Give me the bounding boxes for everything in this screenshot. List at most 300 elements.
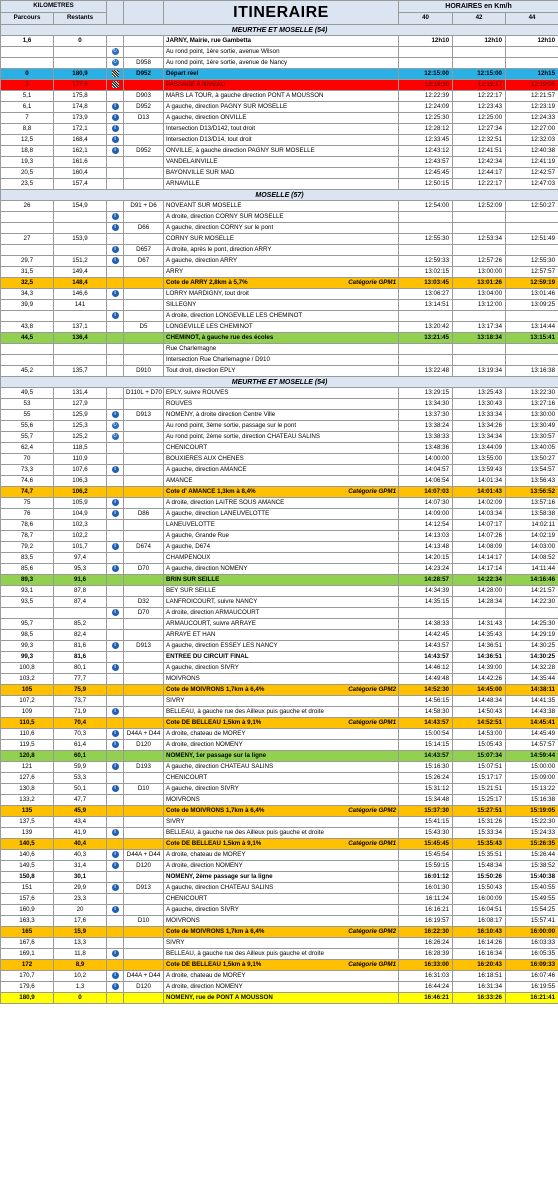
km-parcourus-cell bbox=[1, 47, 54, 58]
time-40-cell: 13:20:42 bbox=[399, 322, 453, 333]
km-parcourus-cell: 139 bbox=[1, 828, 54, 839]
icon-cell bbox=[107, 564, 124, 575]
km-restants-cell: 101,7 bbox=[54, 542, 107, 553]
level-crossing-icon bbox=[112, 81, 119, 88]
direction-text: JARNY, Mairie, rue Gambetta bbox=[166, 36, 251, 44]
time-44-cell bbox=[506, 344, 558, 355]
time-44-cell: 15:54:25 bbox=[506, 905, 558, 916]
time-42-cell: 12:32:51 bbox=[453, 135, 506, 146]
time-42-cell bbox=[453, 355, 506, 366]
itinerary-row bbox=[1, 894, 558, 905]
km-restants-cell bbox=[54, 212, 107, 223]
direction-sign-icon: i bbox=[112, 499, 119, 506]
direction-cell bbox=[164, 993, 399, 1004]
km-parcourus-cell: 99,3 bbox=[1, 652, 54, 663]
road-number-cell bbox=[124, 135, 164, 146]
time-40-cell: 12:25:30 bbox=[399, 113, 453, 124]
direction-text: A gauche, direction PAGNY SUR MOSELLE bbox=[166, 102, 288, 110]
icon-cell bbox=[107, 135, 124, 146]
direction-cell bbox=[164, 861, 399, 872]
roundabout-icon: ↻ bbox=[112, 433, 118, 440]
time-42-cell: 14:03:34 bbox=[453, 509, 506, 520]
time-44-cell bbox=[506, 212, 558, 223]
km-parcourus-cell: 74,6 bbox=[1, 476, 54, 487]
time-40-cell bbox=[399, 608, 453, 619]
km-parcourus-cell bbox=[1, 311, 54, 322]
itinerary-row bbox=[1, 344, 558, 355]
road-number-cell bbox=[124, 960, 164, 971]
km-restants-cell: 154,9 bbox=[54, 201, 107, 212]
itinerary-body bbox=[1, 25, 558, 1004]
direction-cell bbox=[164, 806, 399, 817]
icon-cell bbox=[107, 663, 124, 674]
time-42-cell: 12:15:00 bbox=[453, 69, 506, 80]
itinerary-row bbox=[1, 443, 558, 454]
direction-cell bbox=[164, 564, 399, 575]
road-number-cell: D44A + D44 bbox=[124, 729, 164, 740]
direction-cell bbox=[164, 894, 399, 905]
itinerary-row bbox=[1, 729, 558, 740]
km-restants-cell: 85,2 bbox=[54, 619, 107, 630]
km-restants-cell: 161,6 bbox=[54, 157, 107, 168]
direction-text: Rue Charlemagne bbox=[166, 344, 217, 352]
road-number-cell: D10 bbox=[124, 784, 164, 795]
direction-text: A droite, après le pont, direction ARRY bbox=[166, 245, 272, 253]
km-parcourus-cell: 73,3 bbox=[1, 465, 54, 476]
icon-cell bbox=[107, 685, 124, 696]
direction-cell bbox=[164, 905, 399, 916]
direction-text: CHENICOURT bbox=[166, 443, 208, 451]
direction-cell bbox=[164, 366, 399, 377]
itinerary-row bbox=[1, 201, 558, 212]
road-number-cell: D70 bbox=[124, 608, 164, 619]
km-parcourus-cell: 172 bbox=[1, 960, 54, 971]
time-42-cell: 12h10 bbox=[453, 36, 506, 47]
direction-cell bbox=[164, 630, 399, 641]
road-number-cell bbox=[124, 619, 164, 630]
direction-sign-icon: i bbox=[112, 147, 119, 154]
direction-text: A gauche, D674 bbox=[166, 542, 211, 550]
direction-cell bbox=[164, 982, 399, 993]
time-42-cell: 15:48:34 bbox=[453, 861, 506, 872]
km-restants-cell: 174,8 bbox=[54, 102, 107, 113]
itinerary-row bbox=[1, 256, 558, 267]
km-restants-cell: 20 bbox=[54, 905, 107, 916]
time-40-cell: 13:21:45 bbox=[399, 333, 453, 344]
km-restants-cell: 50,1 bbox=[54, 784, 107, 795]
time-44-cell bbox=[506, 245, 558, 256]
itinerary-row bbox=[1, 795, 558, 806]
icon-cell bbox=[107, 223, 124, 234]
time-40-cell: 12:15:00 bbox=[399, 69, 453, 80]
itinerary-row bbox=[1, 828, 558, 839]
time-44-cell: 14:45:41 bbox=[506, 718, 558, 729]
icon-cell bbox=[107, 520, 124, 531]
direction-sign-icon: i bbox=[112, 246, 119, 253]
time-44-cell: 15:22:30 bbox=[506, 817, 558, 828]
time-42-cell bbox=[453, 608, 506, 619]
time-42-cell: 15:31:26 bbox=[453, 817, 506, 828]
direction-text: CHENICOURT bbox=[166, 773, 208, 781]
time-44-cell: 13:27:16 bbox=[506, 399, 558, 410]
time-42-cell: 12:27:34 bbox=[453, 124, 506, 135]
direction-cell bbox=[164, 179, 399, 190]
km-restants-cell: 180,9 bbox=[54, 69, 107, 80]
direction-text: A gauche, direction LANEUVELOTTE bbox=[166, 509, 270, 517]
km-restants-cell: 81,6 bbox=[54, 652, 107, 663]
direction-text: Au rond point, 1ère sortie, avenue de Nancy bbox=[166, 58, 288, 66]
km-parcourus-cell: 23,5 bbox=[1, 179, 54, 190]
road-number-cell: D91 + D6 bbox=[124, 201, 164, 212]
direction-text: A droite, direction NOMENY bbox=[166, 982, 243, 990]
time-44-cell: 14:38:11 bbox=[506, 685, 558, 696]
direction-text: A gauche, direction AMANCE bbox=[166, 465, 247, 473]
icon-cell bbox=[107, 69, 124, 80]
time-44-cell bbox=[506, 608, 558, 619]
icon-cell bbox=[107, 355, 124, 366]
icon-cell bbox=[107, 883, 124, 894]
km-restants-cell: 41,9 bbox=[54, 828, 107, 839]
direction-cell bbox=[164, 498, 399, 509]
direction-text: Cote DE BELLEAU 1,5km à 9,1% bbox=[166, 839, 262, 847]
km-restants-cell: 30,1 bbox=[54, 872, 107, 883]
time-44-cell: 12:41:19 bbox=[506, 157, 558, 168]
km-restants-cell bbox=[54, 223, 107, 234]
direction-sign-icon: i bbox=[112, 664, 119, 671]
km-parcourus-cell: 110,6 bbox=[1, 729, 54, 740]
time-40-cell: 16:22:30 bbox=[399, 927, 453, 938]
km-restants-cell: 17,6 bbox=[54, 916, 107, 927]
road-number-cell bbox=[124, 652, 164, 663]
itinerary-row bbox=[1, 421, 558, 432]
time-40-cell: 16:16:21 bbox=[399, 905, 453, 916]
km-restants-cell: 135,7 bbox=[54, 366, 107, 377]
time-42-cell: 13:44:09 bbox=[453, 443, 506, 454]
time-42-cell: 12:19:17 bbox=[453, 80, 506, 91]
time-44-cell: 12:55:30 bbox=[506, 256, 558, 267]
direction-text: A gauche, direction SIVRY bbox=[166, 905, 239, 913]
itinerary-row bbox=[1, 608, 558, 619]
time-42-cell bbox=[453, 58, 506, 69]
direction-text: BRIN SUR SEILLE bbox=[166, 575, 220, 583]
km-parcourus-cell: 93,1 bbox=[1, 586, 54, 597]
time-42-cell: 12:44:17 bbox=[453, 168, 506, 179]
time-40-cell: 12h10 bbox=[399, 36, 453, 47]
direction-sign-icon: i bbox=[112, 290, 119, 297]
km-restants-cell: 53,3 bbox=[54, 773, 107, 784]
icon-cell bbox=[107, 311, 124, 322]
icon-cell bbox=[107, 619, 124, 630]
direction-cell bbox=[164, 278, 399, 289]
time-42-cell: 14:36:51 bbox=[453, 641, 506, 652]
time-42-cell: 15:07:34 bbox=[453, 751, 506, 762]
km-parcourus-cell: 180,9 bbox=[1, 993, 54, 1004]
km-restants-cell: 102,2 bbox=[54, 531, 107, 542]
direction-text: SIVRY bbox=[166, 696, 185, 704]
direction-sign-icon: i bbox=[112, 257, 119, 264]
itinerary-row bbox=[1, 960, 558, 971]
time-44-cell: 15:19:05 bbox=[506, 806, 558, 817]
direction-cell bbox=[164, 69, 399, 80]
icon-cell bbox=[107, 696, 124, 707]
time-42-cell: 14:28:00 bbox=[453, 586, 506, 597]
direction-cell bbox=[164, 410, 399, 421]
direction-text: ENTREE DU CIRCUIT FINAL bbox=[166, 652, 249, 660]
direction-text: Intersection D13/D14, tout droit bbox=[166, 135, 252, 143]
icon-cell bbox=[107, 113, 124, 124]
time-44-cell: 15:40:38 bbox=[506, 872, 558, 883]
direction-sign-icon: i bbox=[112, 983, 119, 990]
itinerary-row bbox=[1, 696, 558, 707]
time-42-cell: 14:52:51 bbox=[453, 718, 506, 729]
km-parcourus-cell: 0 bbox=[1, 69, 54, 80]
km-restants-cell: 168,4 bbox=[54, 135, 107, 146]
time-40-cell: 14:43:57 bbox=[399, 652, 453, 663]
time-44-cell: 13:14:44 bbox=[506, 322, 558, 333]
direction-cell bbox=[164, 465, 399, 476]
direction-text: Cote de MOIVRONS 1,7km à 6,4% bbox=[166, 685, 265, 693]
time-40-cell: 13:14:51 bbox=[399, 300, 453, 311]
km-parcourus-cell bbox=[1, 212, 54, 223]
time-44-cell: 14:08:52 bbox=[506, 553, 558, 564]
direction-text: A droite, direction ARMAUCOURT bbox=[166, 608, 260, 616]
direction-cell bbox=[164, 949, 399, 960]
road-number-cell: D120 bbox=[124, 740, 164, 751]
time-42-cell: 15:27:51 bbox=[453, 806, 506, 817]
direction-text: ARMAUCOURT, suivre ARRAYE bbox=[166, 619, 256, 627]
direction-text: AMANCE bbox=[166, 476, 193, 484]
time-44-cell: 12:27:00 bbox=[506, 124, 558, 135]
itinerary-row bbox=[1, 399, 558, 410]
time-42-cell: 13:55:00 bbox=[453, 454, 506, 465]
direction-text: BAYONVILLE SUR MAD bbox=[166, 168, 235, 176]
itinerary-row bbox=[1, 883, 558, 894]
icon-cell bbox=[107, 179, 124, 190]
icon-cell bbox=[107, 641, 124, 652]
road-number-cell bbox=[124, 938, 164, 949]
time-40-cell bbox=[399, 344, 453, 355]
direction-text: CHEMINOT, à gauche rue des écoles bbox=[166, 333, 274, 341]
direction-text: A gauche, direction SIVRY bbox=[166, 663, 239, 671]
direction-text: SILLEGNY bbox=[166, 300, 197, 308]
direction-cell bbox=[164, 300, 399, 311]
icon-cell bbox=[107, 982, 124, 993]
km-parcourus-cell: 140,5 bbox=[1, 839, 54, 850]
direction-sign-icon: i bbox=[112, 642, 119, 649]
itinerary-row bbox=[1, 102, 558, 113]
icon-cell bbox=[107, 58, 124, 69]
km-parcourus-cell: 165 bbox=[1, 927, 54, 938]
section-row bbox=[1, 190, 558, 201]
itinerary-row bbox=[1, 619, 558, 630]
direction-cell bbox=[164, 696, 399, 707]
direction-cell bbox=[164, 729, 399, 740]
time-42-cell: 16:00:09 bbox=[453, 894, 506, 905]
km-restants-cell: 104,9 bbox=[54, 509, 107, 520]
time-40-cell: 14:52:30 bbox=[399, 685, 453, 696]
climb-category: Catégorie GPM1 bbox=[348, 718, 397, 726]
itinerary-row bbox=[1, 476, 558, 487]
time-40-cell: 15:00:54 bbox=[399, 729, 453, 740]
time-44-cell: 14:30:25 bbox=[506, 641, 558, 652]
time-40-cell bbox=[399, 223, 453, 234]
km-restants-cell bbox=[54, 344, 107, 355]
direction-text: LORRY MARDIGNY, tout droit bbox=[166, 289, 249, 297]
km-parcourus-cell: 70 bbox=[1, 454, 54, 465]
icon-cell bbox=[107, 916, 124, 927]
direction-sign-icon: i bbox=[112, 312, 119, 319]
direction-cell bbox=[164, 839, 399, 850]
direction-cell bbox=[164, 146, 399, 157]
icon-cell bbox=[107, 300, 124, 311]
icon-col-header bbox=[107, 1, 124, 25]
time-40-cell: 12:54:00 bbox=[399, 201, 453, 212]
km-parcourus-cell: 74,7 bbox=[1, 487, 54, 498]
time-42-cell bbox=[453, 47, 506, 58]
road-number-cell bbox=[124, 839, 164, 850]
icon-cell bbox=[107, 256, 124, 267]
time-40-cell: 15:41:15 bbox=[399, 817, 453, 828]
climb-category: Catégorie GPM1 bbox=[348, 839, 397, 847]
direction-sign-icon: i bbox=[112, 884, 119, 891]
road-number-cell bbox=[124, 718, 164, 729]
roundabout-icon: ↻ bbox=[112, 422, 118, 429]
road-number-cell bbox=[124, 289, 164, 300]
time-44-cell: 13:22:30 bbox=[506, 388, 558, 399]
time-40-cell: 16:31:03 bbox=[399, 971, 453, 982]
km-parcourus-cell bbox=[1, 344, 54, 355]
time-40-cell: 13:38:24 bbox=[399, 421, 453, 432]
km-parcourus-cell bbox=[1, 58, 54, 69]
road-number-cell: D910 bbox=[124, 366, 164, 377]
itinerary-row bbox=[1, 179, 558, 190]
time-42-cell: 14:53:00 bbox=[453, 729, 506, 740]
km-parcourus-cell: 27 bbox=[1, 234, 54, 245]
direction-text: LANFROICOURT, suivre NANCY bbox=[166, 597, 258, 605]
time-40-cell: 14:12:54 bbox=[399, 520, 453, 531]
itinerary-row bbox=[1, 234, 558, 245]
itinerary-row bbox=[1, 861, 558, 872]
time-44-cell: 16:09:33 bbox=[506, 960, 558, 971]
direction-sign-icon: i bbox=[112, 125, 119, 132]
time-40-cell: 12:43:57 bbox=[399, 157, 453, 168]
road-number-cell bbox=[124, 817, 164, 828]
time-42-cell: 15:17:17 bbox=[453, 773, 506, 784]
road-number-cell bbox=[124, 300, 164, 311]
km-parcourus-cell: 89,3 bbox=[1, 575, 54, 586]
time-42-cell: 13:34:34 bbox=[453, 432, 506, 443]
road-number-cell bbox=[124, 674, 164, 685]
icon-cell bbox=[107, 773, 124, 784]
direction-text: A gauche, direction CORNY sur le pont bbox=[166, 223, 274, 231]
time-44-cell: 12:42:57 bbox=[506, 168, 558, 179]
time-44-cell: 13:40:05 bbox=[506, 443, 558, 454]
road-number-cell: D44A + D44 bbox=[124, 971, 164, 982]
direction-text: NOMENY, à droite direction Centre Ville bbox=[166, 410, 276, 418]
time-44-cell: 12:50:27 bbox=[506, 201, 558, 212]
itinerary-row bbox=[1, 971, 558, 982]
km-parcourus-cell: 140,6 bbox=[1, 850, 54, 861]
itinerary-row bbox=[1, 784, 558, 795]
speed-42-header: 42 bbox=[453, 13, 506, 25]
time-40-cell: 14:38:33 bbox=[399, 619, 453, 630]
km-parcourus-cell: 62,4 bbox=[1, 443, 54, 454]
icon-cell bbox=[107, 399, 124, 410]
km-restants-cell: 162,1 bbox=[54, 146, 107, 157]
time-42-cell: 13:59:43 bbox=[453, 465, 506, 476]
direction-cell bbox=[164, 432, 399, 443]
direction-text: A gauche, direction ARRY bbox=[166, 256, 238, 264]
direction-cell bbox=[164, 718, 399, 729]
icon-cell bbox=[107, 729, 124, 740]
direction-text: BEY SUR SEILLE bbox=[166, 586, 216, 594]
itinerary-row bbox=[1, 58, 558, 69]
itinerary-row bbox=[1, 839, 558, 850]
itinerary-row bbox=[1, 520, 558, 531]
direction-cell bbox=[164, 608, 399, 619]
road-number-cell bbox=[124, 267, 164, 278]
icon-cell bbox=[107, 575, 124, 586]
km-parcourus-cell: 12,5 bbox=[1, 135, 54, 146]
itinerary-row bbox=[1, 300, 558, 311]
itinerary-row bbox=[1, 465, 558, 476]
time-42-cell: 14:07:26 bbox=[453, 531, 506, 542]
direction-cell bbox=[164, 685, 399, 696]
road-number-cell bbox=[124, 212, 164, 223]
km-parcourus-cell: 98,5 bbox=[1, 630, 54, 641]
km-restants-cell: 60,1 bbox=[54, 751, 107, 762]
speed-40-header: 40 bbox=[399, 13, 453, 25]
direction-cell bbox=[164, 267, 399, 278]
direction-cell bbox=[164, 883, 399, 894]
time-44-cell: 15:49:55 bbox=[506, 894, 558, 905]
icon-cell bbox=[107, 267, 124, 278]
time-40-cell: 12:45:45 bbox=[399, 168, 453, 179]
icon-cell bbox=[107, 322, 124, 333]
direction-cell bbox=[164, 575, 399, 586]
direction-cell bbox=[164, 344, 399, 355]
direction-sign-icon: i bbox=[112, 224, 119, 231]
time-42-cell: 13:12:00 bbox=[453, 300, 506, 311]
time-44-cell: 14:41:35 bbox=[506, 696, 558, 707]
time-42-cell: 16:31:34 bbox=[453, 982, 506, 993]
km-restants-cell: 106,3 bbox=[54, 476, 107, 487]
km-restants-cell: 177,9 bbox=[54, 80, 107, 91]
direction-text: A droite, direction NOMENY bbox=[166, 861, 243, 869]
km-parcourus-cell: 55 bbox=[1, 410, 54, 421]
time-42-cell: 16:08:17 bbox=[453, 916, 506, 927]
time-40-cell: 12:59:33 bbox=[399, 256, 453, 267]
time-44-cell: 13:50:27 bbox=[506, 454, 558, 465]
time-40-cell: 16:28:39 bbox=[399, 949, 453, 960]
km-parcourus-cell: 8,8 bbox=[1, 124, 54, 135]
time-42-cell: 12:22:17 bbox=[453, 91, 506, 102]
direction-text: A droite, chateau de MOREY bbox=[166, 971, 246, 979]
km-parcourus-cell: 105 bbox=[1, 685, 54, 696]
time-40-cell: 16:26:24 bbox=[399, 938, 453, 949]
time-42-cell: 14:42:26 bbox=[453, 674, 506, 685]
road-number-cell bbox=[124, 795, 164, 806]
time-44-cell: 15:26:44 bbox=[506, 850, 558, 861]
direction-text: MARS LA TOUR, à gauche direction PONT A MOUSSON bbox=[166, 91, 324, 99]
icon-cell bbox=[107, 993, 124, 1004]
time-42-cell: 15:21:51 bbox=[453, 784, 506, 795]
road-number-cell bbox=[124, 432, 164, 443]
time-44-cell: 14:02:11 bbox=[506, 520, 558, 531]
time-44-cell: 14:30:25 bbox=[506, 652, 558, 663]
direction-cell bbox=[164, 135, 399, 146]
itinerary-row bbox=[1, 355, 558, 366]
